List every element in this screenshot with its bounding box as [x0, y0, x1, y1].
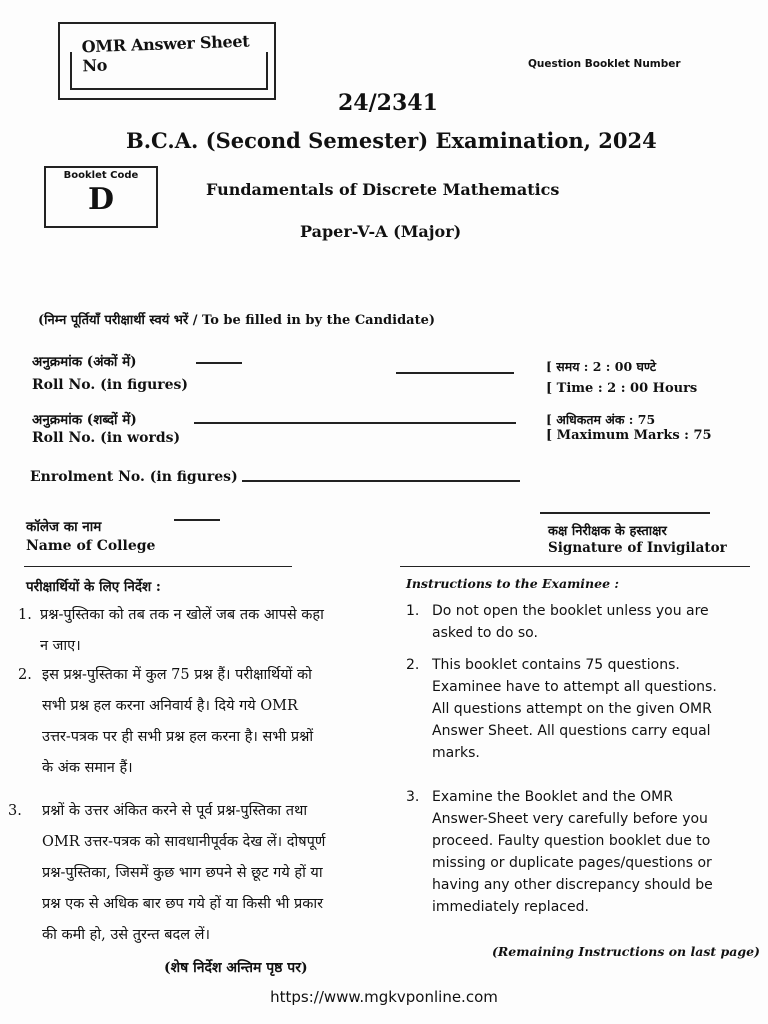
english-item-3 — [406, 786, 750, 918]
english-line: This booklet contains 75 questions. — [432, 657, 680, 673]
english-line: All questions attempt on the given OMR — [432, 701, 712, 717]
english-item-number: 2. — [406, 657, 420, 673]
hindi-line: के अंक समान हैं। — [42, 760, 133, 776]
english-remaining-note: (Remaining Instructions on last page) — [492, 944, 760, 959]
hindi-item-number: 3. — [8, 803, 22, 819]
invigilator-line — [540, 512, 710, 514]
hindi-line: इस प्रश्न-पुस्तिका में कुल 75 प्रश्न हैं। परीक्षार्थियों को — [42, 667, 312, 683]
omr-number-field — [70, 52, 268, 90]
hindi-line: न जाए। — [40, 638, 81, 654]
college-hindi: कॉलेज का नाम — [26, 519, 102, 535]
omr-label: OMR Answer Sheet No — [81, 31, 250, 76]
hindi-line: प्रश्नों के उत्तर अंकित करने से पूर्व प्रश्न-पुस्तिका तथा — [42, 803, 308, 819]
paper-code: 24/2341 — [338, 90, 438, 116]
hindi-line: प्रश्न-पुस्तिका को तब तक न खोलें जब तक आपसे कहा — [40, 607, 324, 623]
divider-left — [24, 566, 292, 567]
english-heading: Instructions to the Examinee : — [406, 576, 620, 591]
exam-title: B.C.A. (Second Semester) Examination, 2024 — [126, 128, 657, 153]
college-english: Name of College — [26, 538, 156, 554]
english-line: marks. — [432, 745, 480, 761]
hindi-remaining-note: (शेष निर्देश अन्तिम पृष्ठ पर) — [164, 960, 308, 976]
fill-note: (निम्न पूर्तियाँ परीक्षार्थी स्वयं भरें / To be filled in by the Candidate) — [38, 313, 436, 328]
roll-figures-line-2 — [396, 372, 514, 374]
english-item-2 — [406, 654, 746, 764]
hindi-item-number: 1. — [18, 607, 32, 623]
hindi-item-2 — [16, 660, 386, 784]
roll-figures-hindi: अनुक्रमांक (अंकों में) — [32, 354, 137, 370]
college-line — [174, 519, 220, 521]
divider-right — [400, 566, 750, 567]
hindi-line: की कमी हो, उसे तुरन्त बदल लें। — [42, 927, 210, 943]
time-english: [ Time : 2 : 00 Hours — [546, 381, 698, 396]
roll-words-line — [194, 422, 516, 424]
english-line: Examine the Booklet and the OMR — [432, 789, 673, 805]
footer-url: https://www.mgkvponline.com — [270, 988, 498, 1006]
hindi-line: OMR उत्तर-पत्रक को सावधानीपूर्वक देख लें। दोषपूर्ण — [42, 834, 326, 850]
paper-title: Paper-V-A (Major) — [300, 222, 462, 241]
english-line: Examinee have to attempt all questions. — [432, 679, 717, 695]
roll-words-english: Roll No. (in words) — [32, 430, 181, 446]
omr-answer-sheet-box — [58, 22, 276, 100]
english-line: immediately replaced. — [432, 899, 589, 915]
english-item-1 — [406, 600, 746, 644]
enrolment-line — [242, 480, 520, 482]
english-line: Do not open the booklet unless you are — [432, 603, 709, 619]
hindi-item-number: 2. — [18, 667, 32, 683]
marks-english: [ Maximum Marks : 75 — [546, 428, 712, 443]
hindi-line: प्रश्न एक से अधिक बार छप गये हों या किसी भी प्रकार — [42, 896, 324, 912]
booklet-code-box — [44, 166, 158, 228]
booklet-code-value: D — [87, 182, 114, 217]
invigilator-english: Signature of Invigilator — [548, 540, 727, 556]
english-line: asked to do so. — [432, 625, 538, 641]
english-line: having any other discrepancy should be — [432, 877, 713, 893]
hindi-line: उत्तर-पत्रक पर ही सभी प्रश्न हल करना है। सभी प्रश्नों — [42, 729, 314, 745]
marks-hindi: [ अधिकतम अंक : 75 — [546, 412, 656, 427]
hindi-line: प्रश्न-पुस्तिका, जिसमें कुछ भाग छपने से छूट गये हों या — [42, 865, 323, 881]
english-line: missing or duplicate pages/questions or — [432, 855, 712, 871]
hindi-item-3 — [6, 796, 396, 951]
english-line: Answer-Sheet very carefully before you — [432, 811, 708, 827]
invigilator-hindi: कक्ष निरीक्षक के हस्ताक्षर — [548, 524, 667, 539]
enrolment-label: Enrolment No. (in figures) — [30, 469, 238, 485]
hindi-heading: परीक्षार्थियों के लिए निर्देश : — [26, 579, 161, 595]
subject-title: Fundamentals of Discrete Mathematics — [206, 180, 560, 199]
roll-figures-line — [196, 362, 242, 364]
booklet-number-label: Question Booklet Number — [528, 58, 681, 70]
english-line: proceed. Faulty question booklet due to — [432, 833, 711, 849]
english-line: Answer Sheet. All questions carry equal — [432, 723, 711, 739]
booklet-code-label: Booklet Code — [63, 170, 139, 181]
roll-figures-english: Roll No. (in figures) — [32, 377, 189, 393]
english-item-number: 3. — [406, 789, 420, 805]
time-hindi: [ समय : 2 : 00 घण्टे — [546, 359, 657, 374]
english-item-number: 1. — [406, 603, 420, 619]
roll-words-hindi: अनुक्रमांक (शब्दों में) — [32, 412, 137, 428]
hindi-line: सभी प्रश्न हल करना अनिवार्य है। दिये गये OMR — [42, 698, 298, 714]
hindi-item-1 — [16, 600, 376, 662]
